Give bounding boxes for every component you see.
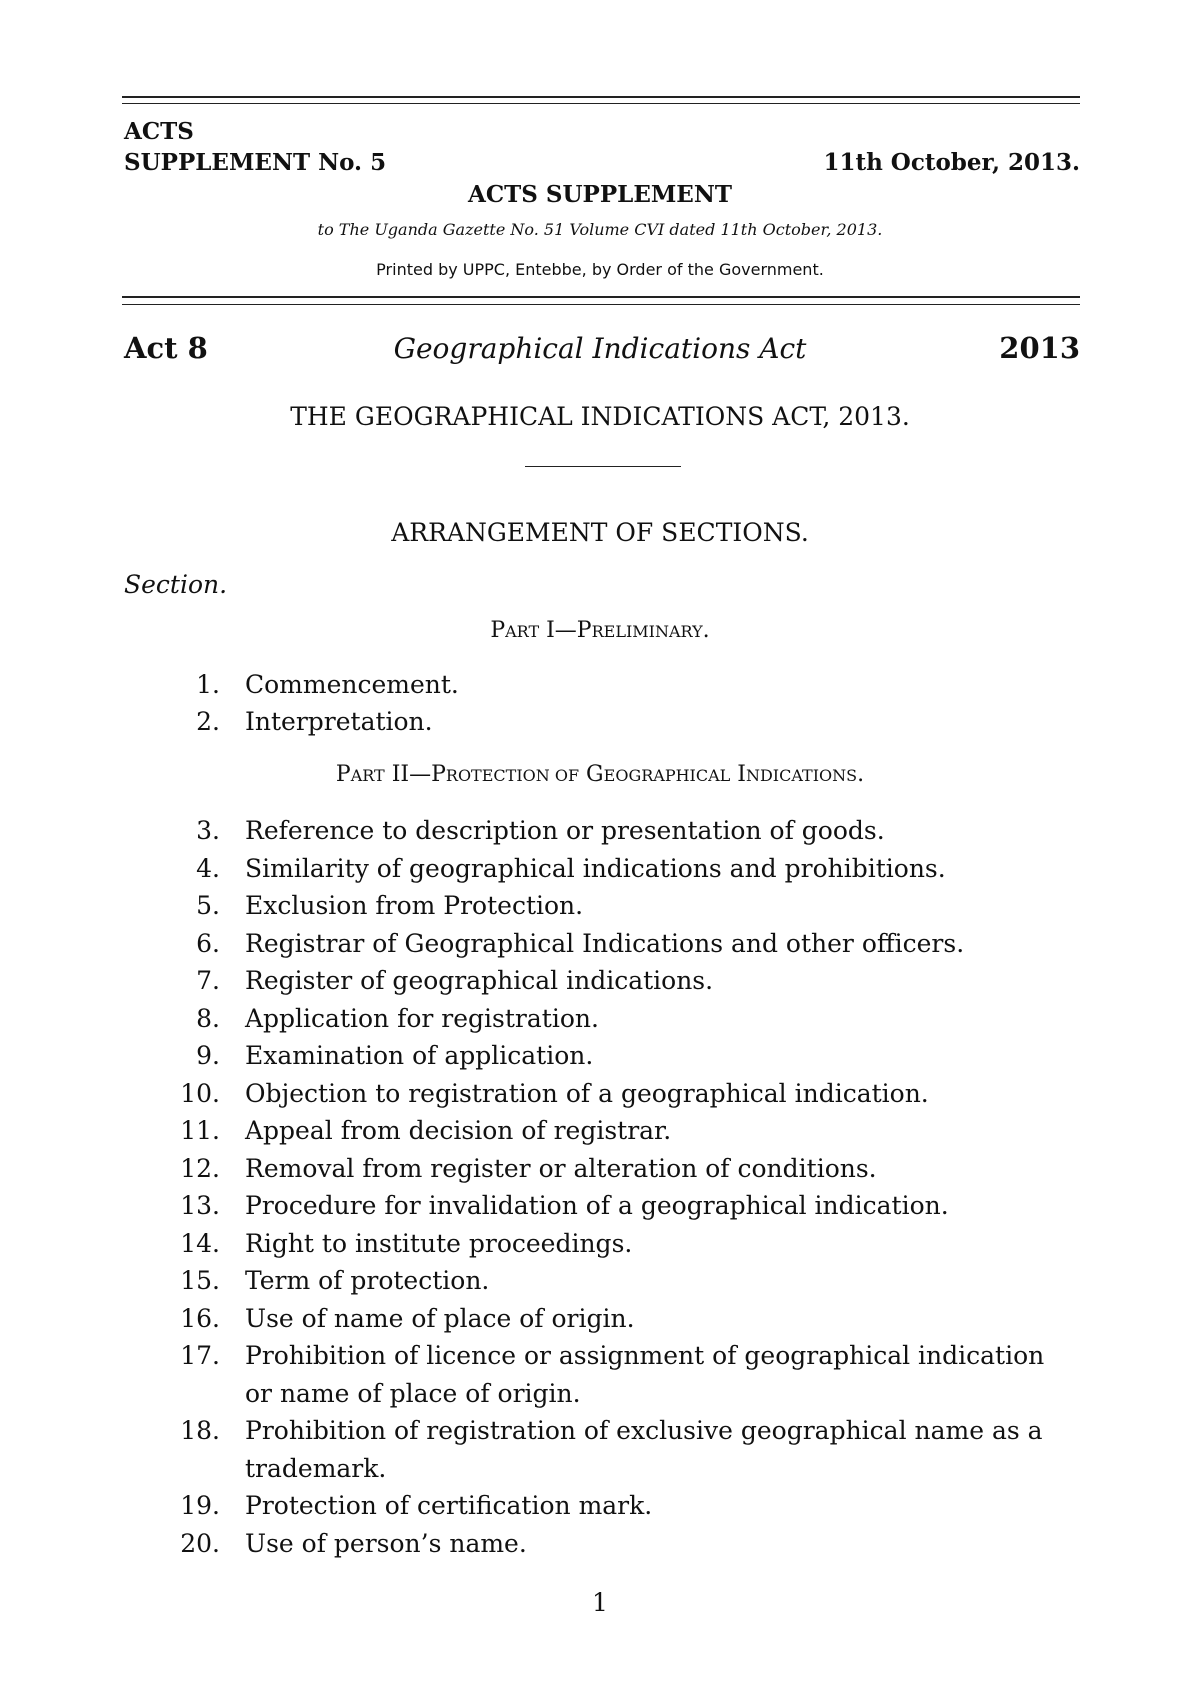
section-title: Reference to description or presentation of goods. (245, 816, 885, 845)
arrangement-heading: ARRANGEMENT OF SECTIONS. (391, 518, 809, 547)
top-double-rule-upper (122, 96, 1080, 98)
section-number: 7. (196, 966, 220, 995)
section-title: Right to institute proceedings. (245, 1229, 633, 1258)
section-number: 19. (180, 1491, 220, 1520)
section-title: Protection of certification mark. (245, 1491, 653, 1520)
section-number: 6. (196, 929, 220, 958)
section-number: 4. (196, 854, 220, 883)
supplement-date: 11th October, 2013. (823, 149, 1080, 176)
section-number: 3. (196, 816, 220, 845)
section-title: Appeal from decision of registrar. (245, 1116, 672, 1145)
running-head-year: 2013 (999, 331, 1080, 365)
section-title: Use of name of place of origin. (245, 1304, 635, 1333)
section-title: Term of protection. (245, 1266, 490, 1295)
act-title: THE GEOGRAPHICAL INDICATIONS ACT, 2013. (290, 402, 910, 431)
bottom-double-rule-lower (122, 304, 1080, 305)
section-title: Registrar of Geographical Indications and other officers. (245, 929, 965, 958)
section-number: 12. (180, 1154, 220, 1183)
part-1-heading: PART I—PRELIMINARY. (490, 618, 710, 643)
section-label: Section. (124, 570, 228, 599)
section-number: 16. (180, 1304, 220, 1333)
bottom-double-rule-upper (122, 296, 1080, 298)
section-number: 13. (180, 1191, 220, 1220)
supplement-title: ACTS SUPPLEMENT (468, 181, 732, 208)
part-2-heading: PART II—PROTECTION OF GEOGRAPHICAL INDICATIONS. (335, 762, 865, 787)
title-divider (525, 466, 681, 467)
section-number: 5. (196, 891, 220, 920)
section-title: Application for registration. (245, 1004, 599, 1033)
section-title: Examination of application. (245, 1041, 594, 1070)
section-title: Use of person’s name. (245, 1529, 527, 1558)
gazette-note: to The Uganda Gazette No. 51 Volume CVI dated 11th October, 2013. (317, 220, 883, 239)
page-number: 1 (592, 1588, 608, 1617)
section-title: Interpretation. (245, 707, 433, 736)
running-head-act: Act 8 (124, 331, 208, 365)
section-title: Register of geographical indications. (245, 966, 714, 995)
section-number: 17. (180, 1341, 220, 1370)
section-title: Prohibition of licence or assignment of geographical indication or name of place of origin. (245, 1341, 1045, 1408)
section-number: 2. (196, 707, 220, 736)
section-number: 1. (196, 670, 220, 699)
supplement-number: SUPPLEMENT No. 5 (124, 149, 387, 176)
section-title: Procedure for invalidation of a geographical indication. (245, 1191, 949, 1220)
top-double-rule-lower (122, 103, 1080, 104)
section-title: Similarity of geographical indications and prohibitions. (245, 854, 946, 883)
section-number: 11. (180, 1116, 220, 1145)
section-number: 18. (180, 1416, 220, 1445)
section-number: 10. (180, 1079, 220, 1108)
section-title: Prohibition of registration of exclusive geographical name as a trademark. (245, 1416, 1043, 1483)
section-number: 14. (180, 1229, 220, 1258)
section-title: Removal from register or alteration of conditions. (245, 1154, 877, 1183)
section-title: Objection to registration of a geographical indication. (245, 1079, 929, 1108)
section-number: 15. (180, 1266, 220, 1295)
printer-note: Printed by UPPC, Entebbe, by Order of the Government. (376, 260, 824, 279)
section-title: Exclusion from Protection. (245, 891, 584, 920)
section-number: 20. (180, 1529, 220, 1558)
acts-label: ACTS (124, 118, 194, 145)
section-number: 9. (196, 1041, 220, 1070)
running-head-title: Geographical Indications Act (393, 332, 807, 365)
section-title: Commencement. (245, 670, 459, 699)
section-number: 8. (196, 1004, 220, 1033)
